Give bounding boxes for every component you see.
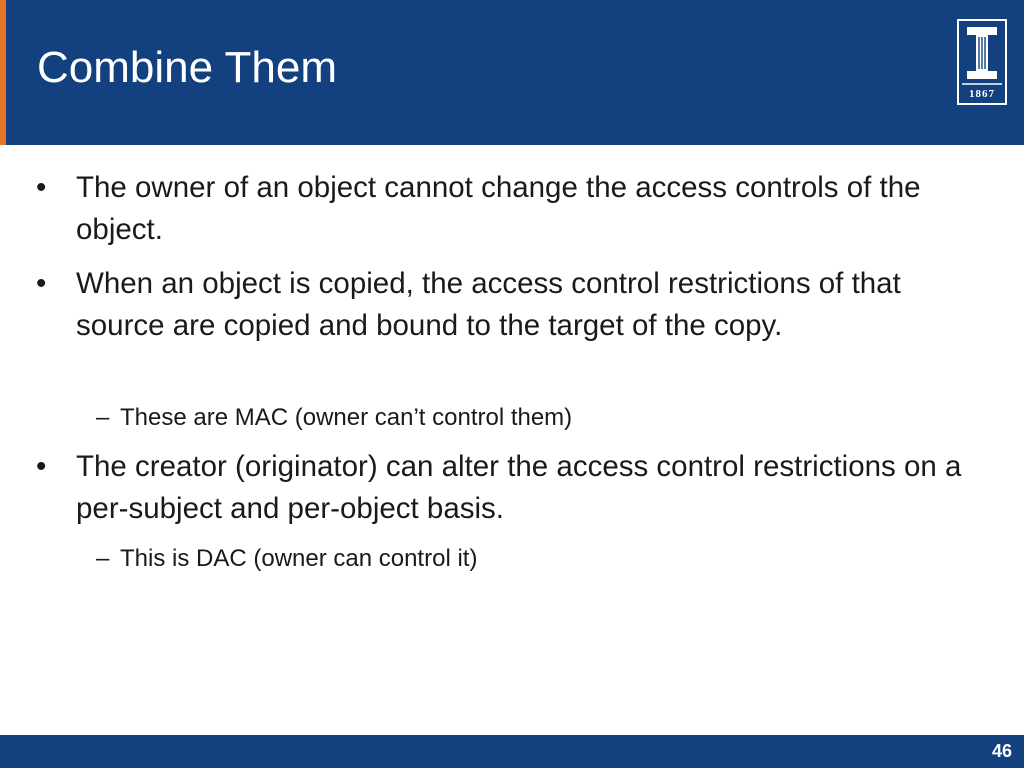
bullet-item	[36, 446, 986, 530]
sub-bullet-item	[96, 402, 976, 434]
page-number: 46	[991, 741, 1012, 761]
sub-bullet-marker: –	[96, 404, 110, 431]
bullet-text: When an object is copied, the access control restrictions of that source are copied and bound to the target of the copy.	[76, 267, 901, 342]
sub-bullet-marker: –	[96, 545, 110, 572]
bullet-marker: •	[36, 171, 47, 204]
sub-bullet-text: This is DAC (owner can control it)	[120, 545, 478, 572]
sub-bullet-item	[96, 543, 976, 575]
footer-bar	[0, 735, 1024, 768]
bullet-marker: •	[36, 267, 47, 300]
bullet-item	[36, 167, 986, 251]
logo-year: 1867	[969, 88, 995, 100]
sub-bullet-text: These are MAC (owner can’t control them)	[120, 404, 573, 431]
bullet-text: The owner of an object cannot change the access controls of the object.	[76, 171, 921, 246]
bullet-item	[36, 263, 986, 347]
bullet-text: The creator (originator) can alter the access control restrictions on a per-subject and per-object basis.	[76, 450, 962, 525]
slide-title: Combine Them	[37, 43, 337, 92]
bullet-marker: •	[36, 450, 47, 483]
